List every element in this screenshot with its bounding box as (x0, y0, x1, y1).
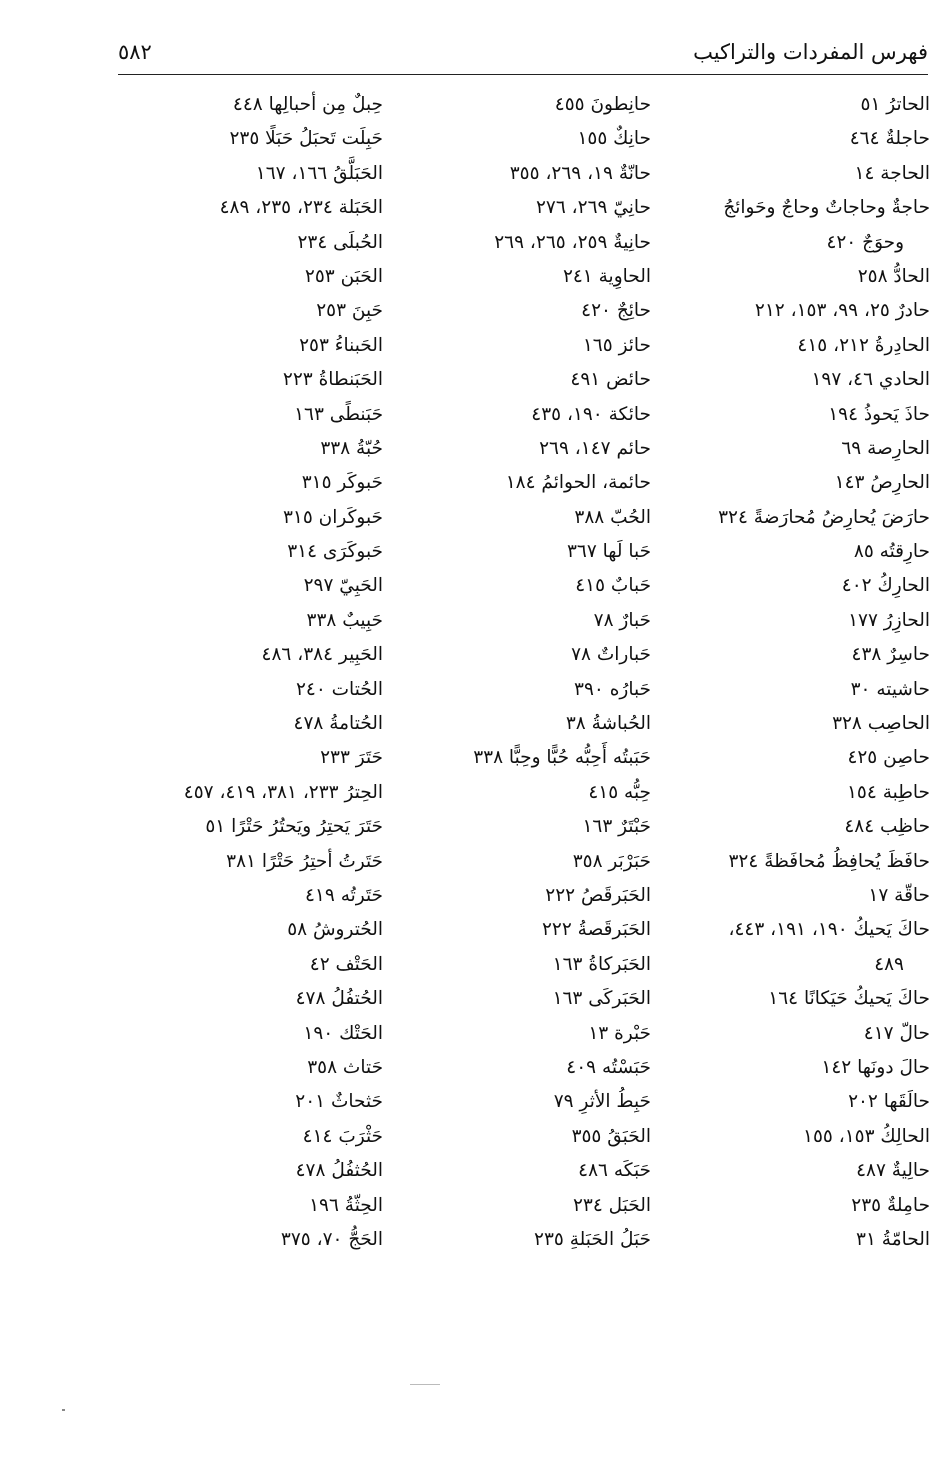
index-entry: حَتَرتُ أحتِرُ حَتْرًا ٣٨١ (226, 850, 383, 872)
index-entry: الحَبَقُ ٣٥٥ (571, 1125, 651, 1147)
index-entry: حانّةٌ ١٩، ٢٦٩، ٣٥٥ (509, 162, 651, 184)
index-entry: الحارِصُ ١٤٣ (834, 472, 930, 494)
index-entry: حائكة ١٩٠، ٤٣٥ (531, 403, 651, 425)
index-entry: حائز ١٦٥ (582, 334, 651, 356)
index-entry: الحَتْف ٤٢ (309, 953, 383, 975)
index-entry: حامِلةٌ ٢٣٥ (851, 1194, 930, 1216)
index-column-middle (421, 88, 651, 1257)
index-entry: حَبارُه ٣٩٠ (574, 678, 651, 700)
index-entry: الحاترُ ٥١ (860, 94, 930, 115)
page-header (118, 38, 928, 75)
index-entry: حاكَ يَحيكُ ١٩٠، ١٩١، ٤٤٣، (728, 919, 930, 941)
index-entry: حالِيةٌ ٤٨٧ (856, 1160, 930, 1182)
index-entry: حَبْتَرٌ ١٦٣ (582, 816, 651, 838)
index-entry: حُبّةُ ٣٣٨ (320, 437, 383, 459)
index-entry: الحُتروشُ ٥٨ (287, 919, 383, 941)
index-entry: حاظِب ٤٨٤ (844, 816, 930, 838)
index-entry: حائم ١٤٧، ٢٦٩ (539, 437, 651, 459)
index-entry: حاطِبة ١٥٤ (847, 781, 930, 803)
index-entry: حَتاث ٣٥٨ (307, 1056, 383, 1078)
index-entry: حَبِنَ ٢٥٣ (316, 300, 383, 322)
index-column-right (660, 88, 930, 1257)
index-entry: الحَبَرقَصُ ٢٢٢ (545, 884, 651, 906)
index-entry: حائِجٌ ٤٢٠ (581, 300, 651, 322)
index-entry: الحَبَلة ٢٣٤، ٢٣٥، ٤٨٩ (219, 197, 383, 219)
index-entry: حَبا لَها ٣٦٧ (566, 541, 651, 563)
index-entry: حَتَرَ يَحتِرُ ويَحتُرُ حَتْرًا ٥١ (205, 816, 383, 838)
index-entry: حانِيّ ٢٦٩، ٢٧٦ (535, 197, 651, 219)
index-column-left (3, 88, 383, 1257)
index-entry: حاجةٌ وحاجاتٌ وحاجٌ وحَوائجُ (723, 197, 930, 219)
index-entry: الحادِرةُ ٢١٢، ٤١٥ (797, 334, 930, 356)
index-entry: الحَبِير ٣٨٤، ٤٨٦ (261, 644, 383, 666)
index-entry: الحَبَنطاةُ ٢٢٣ (282, 369, 383, 391)
index-entry: حِبُّه ٤١٥ (588, 781, 651, 803)
index-entry: حَثحاثٌ ٢٠١ (295, 1091, 383, 1113)
index-entry: الحالِكُ ١٥٣، ١٥٥ (803, 1125, 930, 1147)
index-entry: الحادي ٤٦، ١٩٧ (811, 369, 930, 391)
index-entry: حَبَلُ الحَبَلةِ ٢٣٥ (534, 1228, 651, 1250)
index-entry: الحُبلَى ٢٣٤ (297, 231, 383, 253)
index-entry: حاجلةٌ ٤٦٤ (849, 128, 930, 150)
index-entry: حَبِلَت تَحبَلُ حَبَلًا ٢٣٥ (229, 128, 383, 150)
index-entry: الحاوِية ٢٤١ (562, 265, 651, 287)
index-entry: حَتَرَ ٢٣٣ (320, 747, 383, 769)
index-entry: الحُتامةُ ٤٧٨ (293, 713, 383, 735)
index-entry: حارَضَ يُحارِضُ مُحارَضةً ٣٢٤ (718, 506, 930, 528)
index-entry: حالَ دونَها ١٤٢ (821, 1056, 930, 1078)
index-entry: الحِترُ ٢٣٣، ٣٨١، ٤١٩، ٤٥٧ (183, 781, 383, 803)
index-entry: حالَقَها ٢٠٢ (848, 1091, 930, 1113)
index-entry: حَبَنطًى ١٦٣ (294, 403, 383, 425)
index-entry: ٤٨٩ (874, 953, 904, 975)
index-entry: الحَبَن ٢٥٣ (304, 265, 383, 287)
index-entry: حَبوكَرَى ٣١٤ (287, 541, 383, 563)
index-entry: الحَبَلَّقُ ١٦٦، ١٦٧ (255, 162, 383, 184)
index-entry: الحازِرُ ١٧٧ (848, 609, 930, 631)
index-entry: حاشيته ٣٠ (850, 678, 930, 700)
index-entry: حانِكٌ ١٥٥ (577, 128, 651, 150)
index-entry: الحَجُّ ٧٠، ٣٧٥ (280, 1228, 383, 1250)
index-entry: حَبْرة ١٣ (588, 1022, 651, 1044)
index-entry: الحُتات ٢٤٠ (295, 678, 383, 700)
index-entry: حَبَسْتُه ٤٠٩ (566, 1056, 651, 1078)
index-entry: الحُباشةُ ٣٨ (565, 713, 651, 735)
index-entry: حَبارٌ ٧٨ (593, 609, 651, 631)
index-entry: حَبَبتُه أَحِبُّه حُبًّا وحِبًّا ٣٣٨ (473, 747, 651, 769)
print-dot (62, 1409, 65, 1411)
index-entry: الحاجة ١٤ (854, 162, 930, 184)
page-number: ٥٨٢ (118, 40, 152, 64)
index-entry: الحَبَرقَصةُ ٢٢٢ (541, 919, 651, 941)
index-entry: حاسِرٌ ٤٣٨ (851, 644, 930, 666)
index-entry: حافَظَ يُحافِظُ مُحافَظةً ٣٢٤ (728, 850, 930, 872)
index-entry: الحَتْك ١٩٠ (303, 1022, 383, 1044)
index-entry: حائمة، الحوائمُ ١٨٤ (505, 472, 651, 494)
index-entry: حِبلٌ مِن أحبالِها ٤٤٨ (232, 94, 383, 115)
index-entry: حَتَرتُه ٤١٩ (305, 884, 383, 906)
index-entry: الحُتفُلُ ٤٧٨ (295, 988, 383, 1010)
index-entry: الحَبَل ٢٣٤ (572, 1194, 651, 1216)
index-entry: حاكَ يَحيكُ حَيَكانًا ١٦٤ (768, 988, 930, 1010)
index-entry: حَبوكَر ٣١٥ (301, 472, 383, 494)
index-entry: حاذَ يَحوذُ ١٩٤ (828, 403, 930, 425)
index-entry: حَبِطُ الأثرِ ٧٩ (553, 1091, 651, 1113)
index-entry: الحارِصة ٦٩ (841, 437, 930, 459)
index-entry: حانِطونَ ٤٥٥ (554, 94, 651, 115)
index-entry: حارِقتُه ٨٥ (853, 541, 930, 563)
index-entry: الحِثّةُ ١٩٦ (309, 1194, 383, 1216)
page-title: فهرس المفردات والتراكيب (693, 40, 928, 64)
index-entry: حَبَرْبَر ٣٥٨ (572, 850, 651, 872)
index-entry: حَبابٌ ٤١٥ (575, 575, 651, 597)
index-entry: الحَبِيّ ٢٩٧ (303, 575, 383, 597)
index-entry: حاصِن ٤٢٥ (847, 747, 930, 769)
index-entry: حَبِيبٌ ٣٣٨ (306, 609, 383, 631)
index-entry: الحُثفُلُ ٤٧٨ (295, 1160, 383, 1182)
index-entry: حاقّة ١٧ (868, 884, 930, 906)
index-entry: حَبَكَه ٤٨٦ (578, 1160, 651, 1182)
index-entry: الحارِكُ ٤٠٢ (841, 575, 930, 597)
index-entry: حائض ٤٩١ (570, 369, 651, 391)
index-entry: حادرٌ ٢٥، ٩٩، ١٥٣، ٢١٢ (754, 300, 930, 322)
index-entry: حالّ ٤١٧ (863, 1022, 930, 1044)
index-entry: الحَبناءُ ٢٥٣ (299, 334, 383, 356)
index-entry: حَباراتٌ ٧٨ (571, 644, 651, 666)
index-entry: الحادُّ ٢٥٨ (857, 265, 930, 287)
index-entry: الحَبَركاةُ ١٦٣ (552, 953, 651, 975)
index-entry: الحُبّ ٣٨٨ (574, 506, 651, 528)
index-entry: الحَبَركَى ١٦٣ (552, 988, 651, 1010)
index-entry: حَبوكَران ٣١٥ (282, 506, 383, 528)
index-entry: الحاصِب ٣٢٨ (832, 713, 930, 735)
index-entry: وحوَجٌ ٤٢٠ (826, 231, 904, 253)
index-entry: حَثْرَبَ ٤١٤ (302, 1125, 383, 1147)
index-entry: حانِيةٌ ٢٥٩، ٢٦٥، ٢٦٩ (494, 231, 651, 253)
print-mark (410, 1384, 440, 1385)
index-entry: الحامّةُ ٣١ (856, 1228, 930, 1250)
